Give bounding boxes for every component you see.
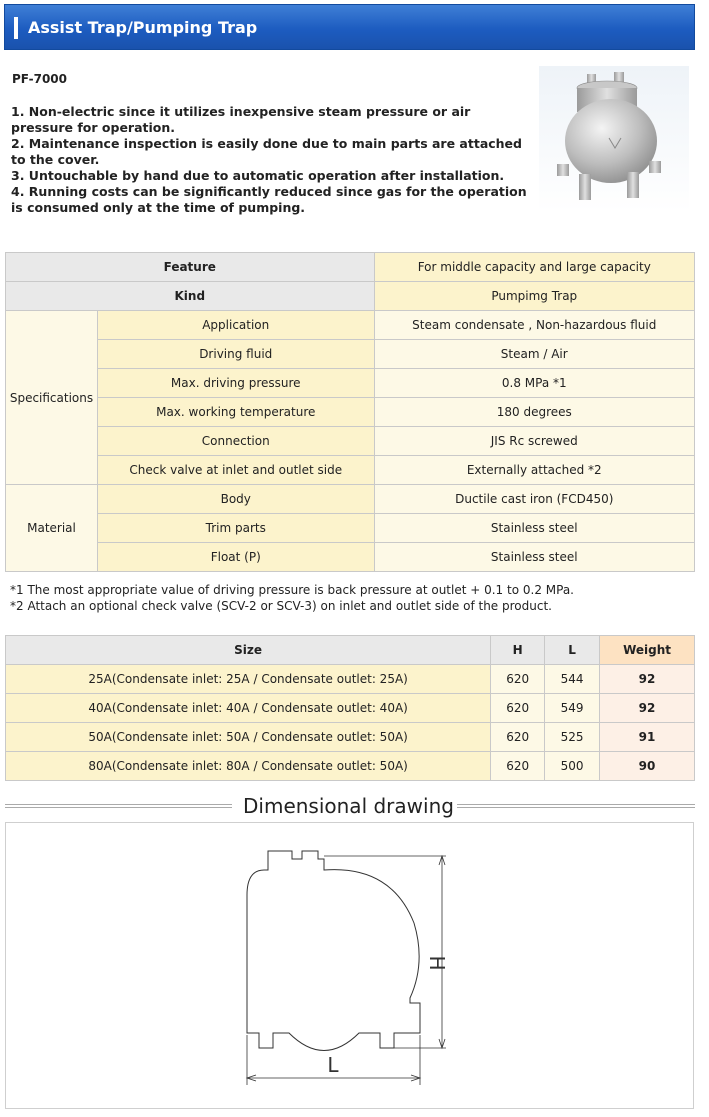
l-dimension-label: L [327,1053,339,1077]
l-cell: 549 [545,694,600,723]
size-table [5,635,695,781]
specifications-group-label: Specifications [6,311,98,485]
spec-value: JIS Rc screwed [374,427,694,456]
table-row [6,456,695,485]
spec-label: Application [97,311,374,340]
table-row [6,723,695,752]
divider [5,804,232,808]
l-header: L [545,636,600,665]
table-row [6,665,695,694]
spec-label: Driving fluid [97,340,374,369]
table-row [6,340,695,369]
l-cell: 525 [545,723,600,752]
spec-label: Check valve at inlet and outlet side [97,456,374,485]
dimensional-drawing [5,822,694,1109]
drawing-title: Dimensional drawing [243,794,454,818]
feature-label: Feature [6,253,375,282]
footnote: *1 The most appropriate value of driving pressure is back pressure at outlet + 0.1 to 0.2 MPa. [10,583,574,597]
material-value: Ductile cast iron (FCD450) [374,485,694,514]
table-row [6,427,695,456]
h-cell: 620 [491,694,545,723]
footnotes [10,582,574,614]
h-cell: 620 [491,723,545,752]
table-row [6,282,695,311]
table-row [6,311,695,340]
size-header: Size [6,636,491,665]
spec-value: Steam condensate , Non-hazardous fluid [374,311,694,340]
feature-item: 4. Running costs can be significantly reduced since gas for the operation is consumed only at the time of pumping. [11,184,527,215]
table-row [6,369,695,398]
material-value: Stainless steel [374,514,694,543]
spec-value: Externally attached *2 [374,456,694,485]
feature-list [11,104,531,216]
specification-table [5,252,695,572]
feature-item: 2. Maintenance inspection is easily done due to main parts are attached to the cover. [11,136,522,167]
weight-cell: 92 [600,665,695,694]
l-cell: 500 [545,752,600,781]
weight-header: Weight [600,636,695,665]
h-dimension-label: H [425,955,449,971]
weight-cell: 91 [600,723,695,752]
h-cell: 620 [491,665,545,694]
drawing-section-header [5,794,695,818]
divider [457,804,695,808]
feature-value: For middle capacity and large capacity [374,253,694,282]
size-cell: 25A(Condensate inlet: 25A / Condensate outlet: 25A) [6,665,491,694]
material-label: Float (P) [97,543,374,572]
header-accent-bar [14,17,18,39]
h-cell: 620 [491,752,545,781]
spec-value: 180 degrees [374,398,694,427]
l-cell: 544 [545,665,600,694]
table-row [6,253,695,282]
page-header [4,4,695,50]
page-title: Assist Trap/Pumping Trap [28,18,258,37]
spec-label: Connection [97,427,374,456]
table-row [6,398,695,427]
kind-label: Kind [6,282,375,311]
model-number: PF-7000 [12,72,68,86]
feature-item: 1. Non-electric since it utilizes inexpensive steam pressure or air pressure for operation. [11,104,471,135]
drawing-diagram [6,823,693,1108]
table-row [6,514,695,543]
h-header: H [491,636,545,665]
size-cell: 50A(Condensate inlet: 50A / Condensate outlet: 50A) [6,723,491,752]
footnote: *2 Attach an optional check valve (SCV-2 or SCV-3) on inlet and outlet side of the product. [10,599,552,613]
weight-cell: 90 [600,752,695,781]
size-cell: 40A(Condensate inlet: 40A / Condensate outlet: 40A) [6,694,491,723]
table-row [6,694,695,723]
spec-label: Max. working temperature [97,398,374,427]
table-row [6,485,695,514]
spec-value: Steam / Air [374,340,694,369]
table-row [6,752,695,781]
table-row [6,543,695,572]
material-label: Body [97,485,374,514]
spec-label: Max. driving pressure [97,369,374,398]
kind-value: Pumpimg Trap [374,282,694,311]
material-label: Trim parts [97,514,374,543]
product-photo [539,66,689,212]
material-value: Stainless steel [374,543,694,572]
spec-value: 0.8 MPa *1 [374,369,694,398]
material-group-label: Material [6,485,98,572]
feature-item: 3. Untouchable by hand due to automatic operation after installation. [11,168,505,183]
size-cell: 80A(Condensate inlet: 80A / Condensate outlet: 50A) [6,752,491,781]
weight-cell: 92 [600,694,695,723]
table-header-row [6,636,695,665]
